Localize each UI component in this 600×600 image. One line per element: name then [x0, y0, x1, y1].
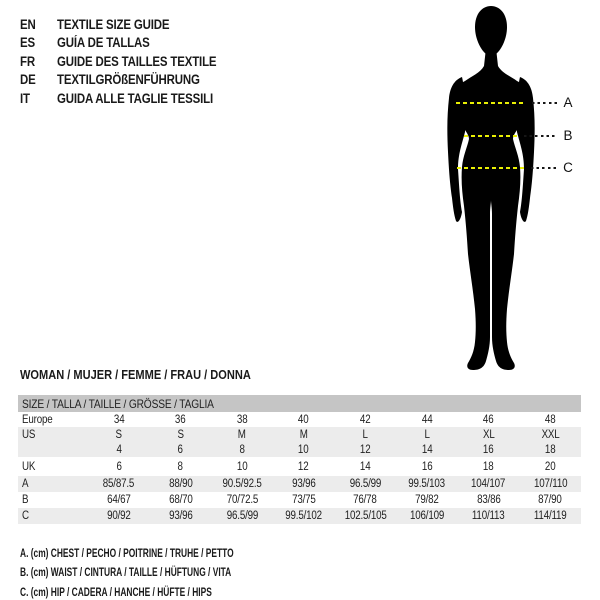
guide-title: GUIDE DES TAILLES TEXTILE: [57, 53, 217, 69]
size-cell: 10: [236, 460, 248, 473]
guide-title: TEXTILE SIZE GUIDE: [57, 16, 170, 32]
marker-a-label: A: [563, 95, 573, 110]
language-code: DE: [20, 72, 36, 88]
size-cell: S: [115, 428, 122, 441]
language-title-list: [20, 15, 245, 108]
size-cell: L: [424, 428, 430, 441]
size-cell: L: [362, 428, 368, 441]
language-code: FR: [20, 53, 35, 69]
table-row-uk: [18, 457, 581, 476]
measure-cell: 99.5/103: [408, 478, 446, 490]
measure-cell: 73/75: [291, 494, 316, 506]
measurement-legend: [20, 543, 325, 600]
language-row: [20, 34, 245, 53]
measure-cell: 99.5/102: [285, 510, 323, 522]
measure-cell: 114/119: [533, 510, 567, 522]
us-letter-sizes-row: [18, 427, 581, 442]
measure-cell: 93/96: [291, 478, 316, 490]
measure-cell: 96.5/99: [226, 510, 258, 522]
size-cell: 8: [177, 460, 184, 473]
row-label: Europe: [22, 413, 53, 426]
measure-cell: 90/92: [107, 510, 131, 522]
size-cell: 6: [177, 443, 184, 456]
size-cell: S: [177, 428, 184, 441]
size-cell: M: [299, 428, 308, 441]
measure-cell: 83/86: [476, 494, 501, 506]
table-row-hip: [18, 508, 581, 524]
marker-c-label: C: [563, 160, 573, 175]
section-title-text: WOMAN / MUJER / FEMME / FRAU / DONNA: [20, 367, 251, 382]
size-cell: 18: [483, 460, 494, 473]
legend-text: A. (cm) CHEST / PECHO / POITRINE / TRUHE / PETTO: [20, 545, 234, 560]
legend-line-hip: [20, 582, 325, 600]
measure-cell: 107/110: [533, 478, 567, 490]
measure-cell: 93/96: [168, 510, 193, 522]
measure-cell: 70/72.5: [226, 494, 258, 506]
measure-cell: 102.5/105: [344, 510, 387, 522]
size-cell: 12: [360, 443, 371, 456]
table-row-chest: [18, 476, 581, 492]
language-row: [20, 71, 245, 90]
size-cell: 42: [360, 413, 371, 426]
guide-title: TEXTILGRÖßENFÜHRUNG: [57, 72, 200, 88]
guide-title: GUIDA ALLE TAGLIE TESSILI: [57, 90, 213, 106]
measure-cell: 87/90: [538, 494, 562, 506]
size-cell: XXL: [541, 428, 560, 441]
legend-line-waist: [20, 563, 325, 583]
language-row: [20, 89, 245, 108]
language-code: ES: [20, 35, 35, 51]
size-cell: 16: [483, 443, 494, 456]
table-header-row: [18, 395, 581, 412]
legend-line-chest: [20, 543, 325, 563]
measure-cell: 88/90: [168, 478, 193, 490]
waist-measure-dash-line: [464, 135, 520, 137]
language-row: [20, 15, 245, 34]
size-cell: 38: [236, 413, 248, 426]
hip-measure-dash-line: [457, 167, 527, 169]
size-cell: M: [238, 428, 247, 441]
size-cell: 6: [116, 460, 122, 473]
size-cell: 14: [360, 460, 371, 473]
size-cell: 12: [298, 460, 309, 473]
language-code: IT: [20, 90, 30, 106]
size-cell: 34: [113, 413, 125, 426]
table-row-europe: [18, 412, 581, 427]
size-cell: XL: [482, 428, 495, 441]
woman-silhouette-icon: [440, 4, 550, 372]
size-cell: 18: [544, 443, 556, 456]
chest-pointer-dots: [532, 102, 557, 104]
row-label: B: [22, 494, 29, 506]
size-cell: 44: [421, 413, 433, 426]
section-title: [20, 367, 292, 382]
language-row: [20, 52, 245, 71]
measure-cell: 85/87.5: [103, 478, 135, 490]
measure-cell: 79/82: [415, 494, 439, 506]
size-cell: 36: [175, 413, 186, 426]
legend-text: B. (cm) WAIST / CINTURA / TAILLE / HÜFTUNG / VITA: [20, 565, 232, 580]
size-cell: 16: [421, 460, 433, 473]
waist-pointer-dots: [524, 135, 557, 137]
table-row-waist: [18, 492, 581, 508]
table-header-text: SIZE / TALLA / TAILLE / GRÖSSE / TAGLIA: [22, 396, 214, 411]
us-numeric-sizes-row: [18, 442, 581, 457]
measure-cell: 106/109: [409, 510, 445, 522]
size-cell: 14: [421, 443, 433, 456]
chest-measure-dash-line: [456, 102, 526, 104]
measure-cell: 76/78: [353, 494, 378, 506]
measure-cell: 110/113: [472, 510, 505, 522]
row-label: A: [22, 478, 29, 490]
size-cell: 46: [483, 413, 494, 426]
language-code: EN: [20, 16, 36, 32]
marker-b-label: B: [563, 128, 573, 143]
measure-cell: 90.5/92.5: [222, 478, 262, 490]
size-cell: 40: [298, 413, 309, 426]
measure-cell: 104/107: [471, 478, 506, 490]
measure-cell: 68/70: [168, 494, 193, 506]
row-label: UK: [22, 460, 36, 473]
measure-cell: 96.5/99: [349, 478, 382, 490]
size-cell: 8: [239, 443, 245, 456]
guide-title: GUÍA DE TALLAS: [57, 35, 150, 51]
size-cell: 48: [544, 413, 556, 426]
row-label: US: [22, 428, 36, 441]
size-cell: 4: [116, 443, 122, 456]
size-cell: 10: [298, 443, 309, 456]
measure-cell: 64/67: [107, 494, 131, 506]
hip-pointer-dots: [531, 167, 557, 169]
row-label: C: [22, 510, 29, 522]
legend-text: C. (cm) HIP / CADERA / HANCHE / HÜFTE / HIPS: [20, 584, 212, 599]
size-table: [18, 395, 581, 524]
table-row-us: [18, 427, 581, 457]
size-cell: 20: [544, 460, 556, 473]
